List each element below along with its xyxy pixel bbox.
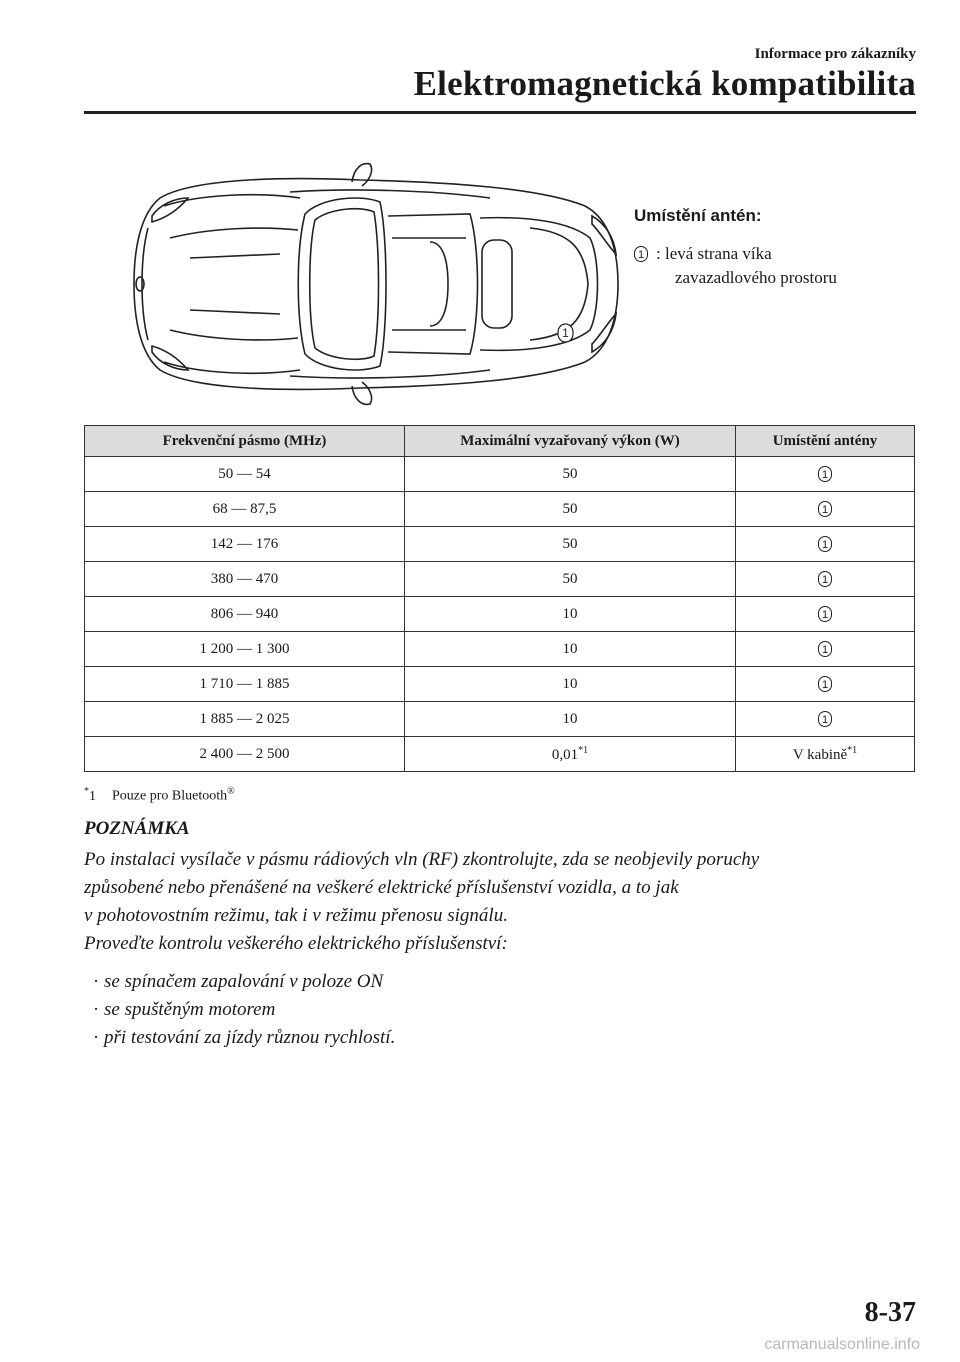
marker-badge: 1 [818, 501, 832, 517]
footnote [84, 786, 235, 805]
power-cell: 50 [405, 562, 736, 597]
note-line: v pohotovostním režimu, tak i v režimu přenosu signálu. [84, 905, 508, 926]
list-item [84, 968, 924, 996]
power-cell: 50 [405, 527, 736, 562]
legend-text-line1: : levá strana víka [656, 244, 772, 263]
note-bullet-list [84, 968, 924, 1052]
bullet-text: při testování za jízdy různou rychlostí. [104, 1027, 396, 1048]
footnote-text: Pouze pro Bluetooth [112, 788, 228, 804]
col-header-power: Maximální vyzařovaný výkon (W) [405, 426, 736, 457]
bullet-dot: · [92, 1027, 100, 1048]
band-cell: 1 710 — 1 885 [85, 667, 405, 702]
power-cell: 10 [405, 667, 736, 702]
marker-badge: 1 [818, 571, 832, 587]
location-cell [736, 597, 915, 632]
note-title: POZNÁMKA [84, 818, 190, 839]
band-cell: 1 885 — 2 025 [85, 702, 405, 737]
page-title: Elektromagnetická kompatibilita [413, 64, 916, 103]
location-cell [736, 457, 915, 492]
note-line: způsobené nebo přenášené na veškeré elektrické příslušenství vozidla, a to jak [84, 877, 679, 898]
power-cell: 50 [405, 492, 736, 527]
list-item [84, 1024, 924, 1052]
list-item [84, 996, 924, 1024]
note-body [84, 846, 924, 1052]
table-row [85, 562, 915, 597]
svg-text:1: 1 [562, 326, 569, 340]
bullet-text: se spuštěným motorem [104, 999, 276, 1020]
band-cell: 1 200 — 1 300 [85, 632, 405, 667]
marker-badge: 1 [818, 676, 832, 692]
bullet-dot: · [92, 971, 100, 992]
bullet-text: se spínačem zapalování v poloze ON [104, 971, 384, 992]
car-top-view-illustration [130, 158, 620, 410]
note-line: Proveďte kontrolu veškerého elektrického příslušenství: [84, 933, 508, 954]
location-value: V kabině [792, 746, 848, 763]
table-row [85, 527, 915, 562]
footnote-asterisk: * [84, 786, 89, 797]
section-label: Informace pro zákazníky [754, 46, 916, 62]
power-cell: 50 [405, 457, 736, 492]
band-cell: 142 — 176 [85, 527, 405, 562]
antenna-marker [558, 324, 573, 342]
band-cell: 50 — 54 [85, 457, 405, 492]
marker-badge: 1 [818, 641, 832, 657]
location-cell [736, 632, 915, 667]
col-header-location: Umístění antény [736, 426, 915, 457]
location-cell [736, 527, 915, 562]
col-header-band: Frekvenční pásmo (MHz) [85, 426, 405, 457]
location-cell [736, 562, 915, 597]
note-line: Po instalaci vysílače v pásmu rádiových vln (RF) zkontrolujte, zda se neobjevily poruchy [84, 849, 760, 870]
table-row [85, 737, 915, 772]
table-row [85, 492, 915, 527]
legend-text-line2: zavazadlového prostoru [675, 268, 837, 287]
band-cell: 806 — 940 [85, 597, 405, 632]
footnote-number: 1 [89, 788, 96, 804]
band-cell: 68 — 87,5 [85, 492, 405, 527]
marker-badge: 1 [818, 536, 832, 552]
table-row [85, 702, 915, 737]
legend-title: Umístění antén: [634, 206, 762, 225]
location-cell [736, 492, 915, 527]
location-cell [736, 702, 915, 737]
bullet-dot: · [92, 999, 100, 1020]
marker-badge: 1 [818, 711, 832, 727]
power-cell: 10 [405, 597, 736, 632]
location-cell [736, 667, 915, 702]
table-row [85, 632, 915, 667]
location-cell [736, 737, 915, 772]
frequency-table [84, 425, 915, 772]
footnote-ref: *1 [847, 744, 858, 756]
power-cell: 10 [405, 702, 736, 737]
page-number: 8-37 [864, 1297, 916, 1328]
header-rule [84, 111, 916, 114]
band-cell: 380 — 470 [85, 562, 405, 597]
power-cell [405, 737, 736, 772]
watermark: carmanualsonline.info [764, 1336, 920, 1353]
marker-badge: 1 [818, 466, 832, 482]
band-cell: 2 400 — 2 500 [85, 737, 405, 772]
table-header-row [85, 426, 915, 457]
marker-badge: 1 [818, 606, 832, 622]
table-row [85, 457, 915, 492]
power-value: 0,01 [551, 746, 579, 763]
marker-badge: 1 [634, 246, 648, 262]
table-row [85, 597, 915, 632]
registered-mark: ® [227, 786, 235, 797]
power-cell: 10 [405, 632, 736, 667]
footnote-ref: *1 [578, 744, 589, 756]
table-row [85, 667, 915, 702]
